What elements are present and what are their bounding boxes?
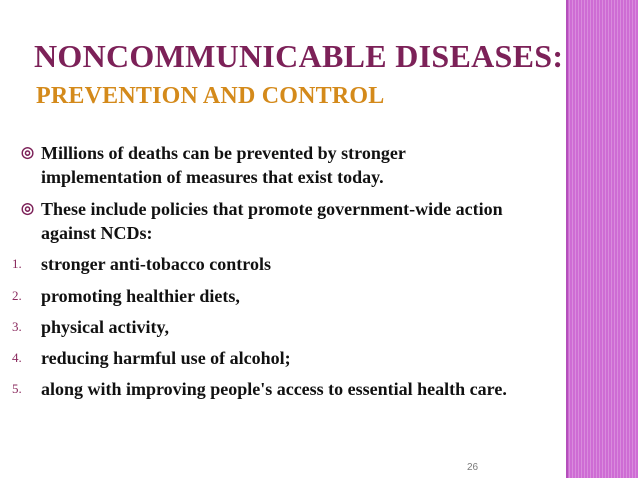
bullet-text: against NCDs:	[41, 223, 153, 243]
slide-title: NONCOMMUNICABLE DISEASES:	[34, 38, 564, 74]
bullet-text: Millions of deaths can be prevented by stronger	[41, 143, 406, 163]
item-number: 5.	[12, 381, 22, 396]
item-text: reducing harmful use of alcohol;	[41, 348, 291, 368]
item-number: 2.	[12, 288, 22, 303]
page-number: 26	[467, 462, 479, 473]
item-number: 1.	[12, 256, 22, 271]
target-bullet-icon: ◎	[21, 201, 35, 217]
bullet-text: These include policies that promote government-wide action	[41, 199, 503, 219]
item-number: 4.	[12, 350, 22, 365]
slide-subtitle: PREVENTION AND CONTROL	[36, 83, 385, 109]
decorative-side-stripe	[566, 0, 638, 478]
item-number: 3.	[12, 319, 22, 334]
target-bullet-icon: ◎	[21, 145, 35, 161]
bullet-text: implementation of measures that exist today.	[41, 167, 384, 187]
item-text: stronger anti-tobacco controls	[41, 254, 271, 274]
item-text: physical activity,	[41, 317, 170, 337]
item-text: promoting healthier diets,	[41, 286, 240, 306]
item-text: along with improving people's access to essential health care.	[41, 379, 507, 399]
